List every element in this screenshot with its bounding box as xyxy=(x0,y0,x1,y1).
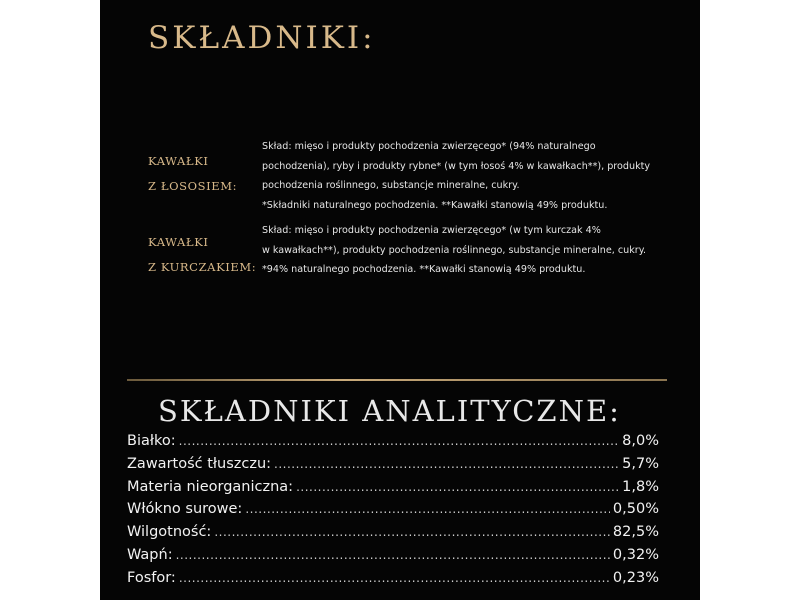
analysis-value: 1,8% xyxy=(622,478,659,495)
analysis-value: 0,23% xyxy=(612,569,659,586)
analysis-row xyxy=(127,433,659,456)
variant-name-line: KAWAŁKI xyxy=(148,154,209,168)
gold-divider xyxy=(127,379,667,381)
dot-leader xyxy=(296,480,619,494)
analysis-label: Fosfor: xyxy=(127,569,176,586)
dot-leader xyxy=(179,571,610,585)
dot-leader xyxy=(176,548,610,562)
analytic-heading: SKŁADNIKI ANALITYCZNE: xyxy=(158,394,621,428)
dot-leader xyxy=(245,502,610,516)
analysis-value: 0,50% xyxy=(612,501,659,518)
analysis-label: Materia nieorganiczna: xyxy=(127,478,294,495)
variant-name-line: Z ŁOSOSIEM: xyxy=(148,179,238,193)
ingredients-panel xyxy=(100,0,700,600)
description-line: Skład: mięso i produkty pochodzenia zwierzęcego* (94% naturalnego xyxy=(262,141,596,152)
analysis-label: Wapń: xyxy=(127,546,173,563)
analysis-label: Zawartość tłuszczu: xyxy=(127,455,272,472)
description-line: pochodzenia roślinnego, substancje mineralne, cukry. xyxy=(262,180,520,191)
variant-name xyxy=(148,149,258,199)
analysis-row xyxy=(127,456,659,479)
dot-leader xyxy=(214,525,610,539)
ingredients-heading: SKŁADNIKI: xyxy=(148,20,376,56)
variant-name-line: KAWAŁKI xyxy=(148,235,209,249)
analysis-row xyxy=(127,570,659,593)
analysis-table xyxy=(127,433,659,593)
dot-leader xyxy=(179,434,620,448)
analysis-row xyxy=(127,501,659,524)
description-line: *Składniki naturalnego pochodzenia. **Kawałki stanowią 49% produktu. xyxy=(262,199,608,211)
analysis-row xyxy=(127,524,659,547)
analysis-row xyxy=(127,547,659,570)
analysis-label: Wilgotność: xyxy=(127,524,212,541)
analysis-value: 82,5% xyxy=(612,524,659,541)
analysis-label: Włókno surowe: xyxy=(127,501,243,518)
dot-leader xyxy=(274,457,619,471)
description-line: w kawałkach**), produkty pochodzenia roślinnego, substancje mineralne, cukry. xyxy=(262,244,647,256)
variant-description xyxy=(262,221,672,280)
variant-name-line: Z KURCZAKIEM: xyxy=(148,260,257,274)
analysis-value: 0,32% xyxy=(612,546,659,563)
variant-name xyxy=(148,230,258,280)
analysis-value: 8,0% xyxy=(622,433,659,449)
analysis-row xyxy=(127,479,659,502)
description-line: *94% naturalnego pochodzenia. **Kawałki stanowią 49% produktu. xyxy=(262,264,586,275)
variant-description xyxy=(262,137,672,215)
analysis-value: 5,7% xyxy=(622,455,659,472)
analysis-label: Białko: xyxy=(127,433,176,449)
description-line: pochodzenia), ryby i produkty rybne* (w tym łosoś 4% w kawałkach**), produkty xyxy=(262,160,651,172)
description-line: Skład: mięso i produkty pochodzenia zwierzęcego* (w tym kurczak 4% xyxy=(262,225,601,236)
